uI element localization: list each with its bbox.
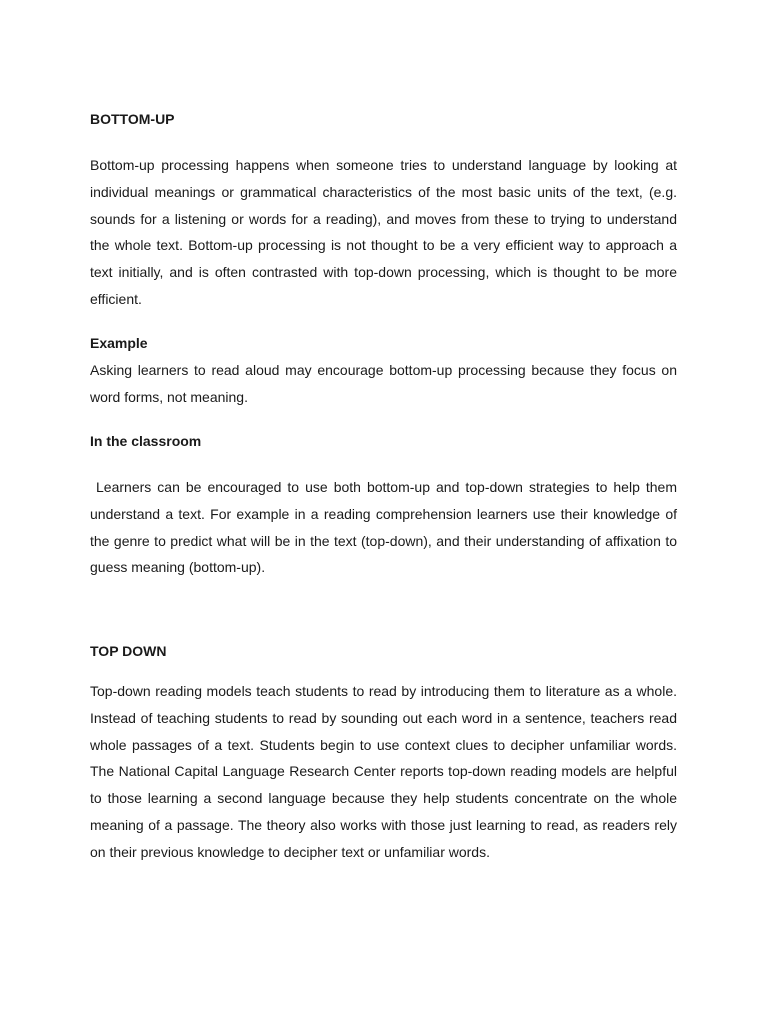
classroom-heading: In the classroom [90, 433, 202, 449]
top-down-heading: TOP DOWN [90, 643, 167, 659]
document-page [90, 0, 681, 1024]
classroom-paragraph: Learners can be encouraged to use both bottom-up and top-down strategies to help them understand a text. For example in a reading comprehension learners use their knowledge of the genre to predict what will be in the text (top-down), and their understanding of affixation to guess meaning (bottom-up). [90, 479, 681, 576]
example-paragraph: Asking learners to read aloud may encourage bottom-up processing because they focus on word forms, not meaning. [90, 362, 677, 405]
top-down-paragraph: Top-down reading models teach students to read by introducing them to literature as a whole. Instead of teaching students to read by sounding out each word in a sentence, teachers read whole passages of a text. Students begin to use context clues to decipher unfamiliar words. The National Capital Language Research Center reports top-down reading models are helpful to those learning a second language because they help students concentrate on the whole meaning of a passage. The theory also works with those just learning to read, as readers rely on their previous knowledge to decipher text or unfamiliar words. [90, 683, 677, 860]
bottom-up-heading: BOTTOM-UP [90, 111, 175, 127]
bottom-up-paragraph: Bottom-up processing happens when someone tries to understand language by looking at individual meanings or grammatical characteristics of the most basic units of the text, (e.g. sounds for a listening or words for a reading), and moves from these to trying to understand the whole text. Bottom-up processing is not thought to be a very efficient way to approach a text initially, and is often contrasted with top-down processing, which is thought to be more efficient. [90, 157, 677, 307]
example-heading: Example [90, 335, 148, 351]
